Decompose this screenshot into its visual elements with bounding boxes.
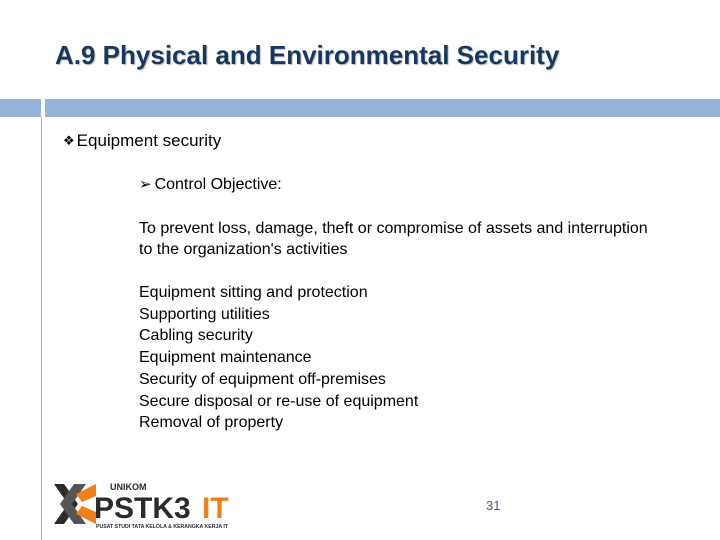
header-band-right [45, 99, 720, 117]
logo-tagline: PUSAT STUDI TATA KELOLA & KERANGKA KERJA IT [96, 524, 228, 530]
diamond-bullet-icon: ❖ [63, 133, 75, 148]
list-item: Security of equipment off-premises [139, 370, 386, 388]
header-band-left [0, 99, 41, 117]
list-item: Secure disposal or re-use of equipment [139, 392, 419, 410]
subheading: Control Objective: [154, 176, 282, 193]
page-number: 31 [486, 498, 501, 513]
controls-list [139, 282, 418, 434]
section-heading: Equipment security [76, 131, 222, 150]
list-item: Cabling security [139, 327, 253, 345]
arrow-bullet-icon: ➢ [139, 176, 152, 193]
left-divider-line [41, 117, 42, 540]
list-item: Equipment maintenance [139, 349, 312, 367]
list-item: Removal of property [139, 414, 284, 432]
logo-mark-icon [54, 484, 96, 524]
list-item: Equipment sitting and protection [139, 284, 368, 301]
subheading-row [139, 175, 282, 194]
slide-title: A.9 Physical and Environmental Security [55, 40, 560, 70]
logo-it-text: IT [202, 492, 229, 525]
section-heading-row [63, 131, 221, 151]
logo-top-text: UNIKOM [110, 482, 147, 492]
list-item: Supporting utilities [139, 305, 270, 323]
objective-text: To prevent loss, damage, theft or compromise of assets and interruption to the organization's activities [139, 220, 648, 258]
pstk3it-logo [52, 480, 247, 532]
logo-main-text: PSTK3 [94, 492, 191, 525]
